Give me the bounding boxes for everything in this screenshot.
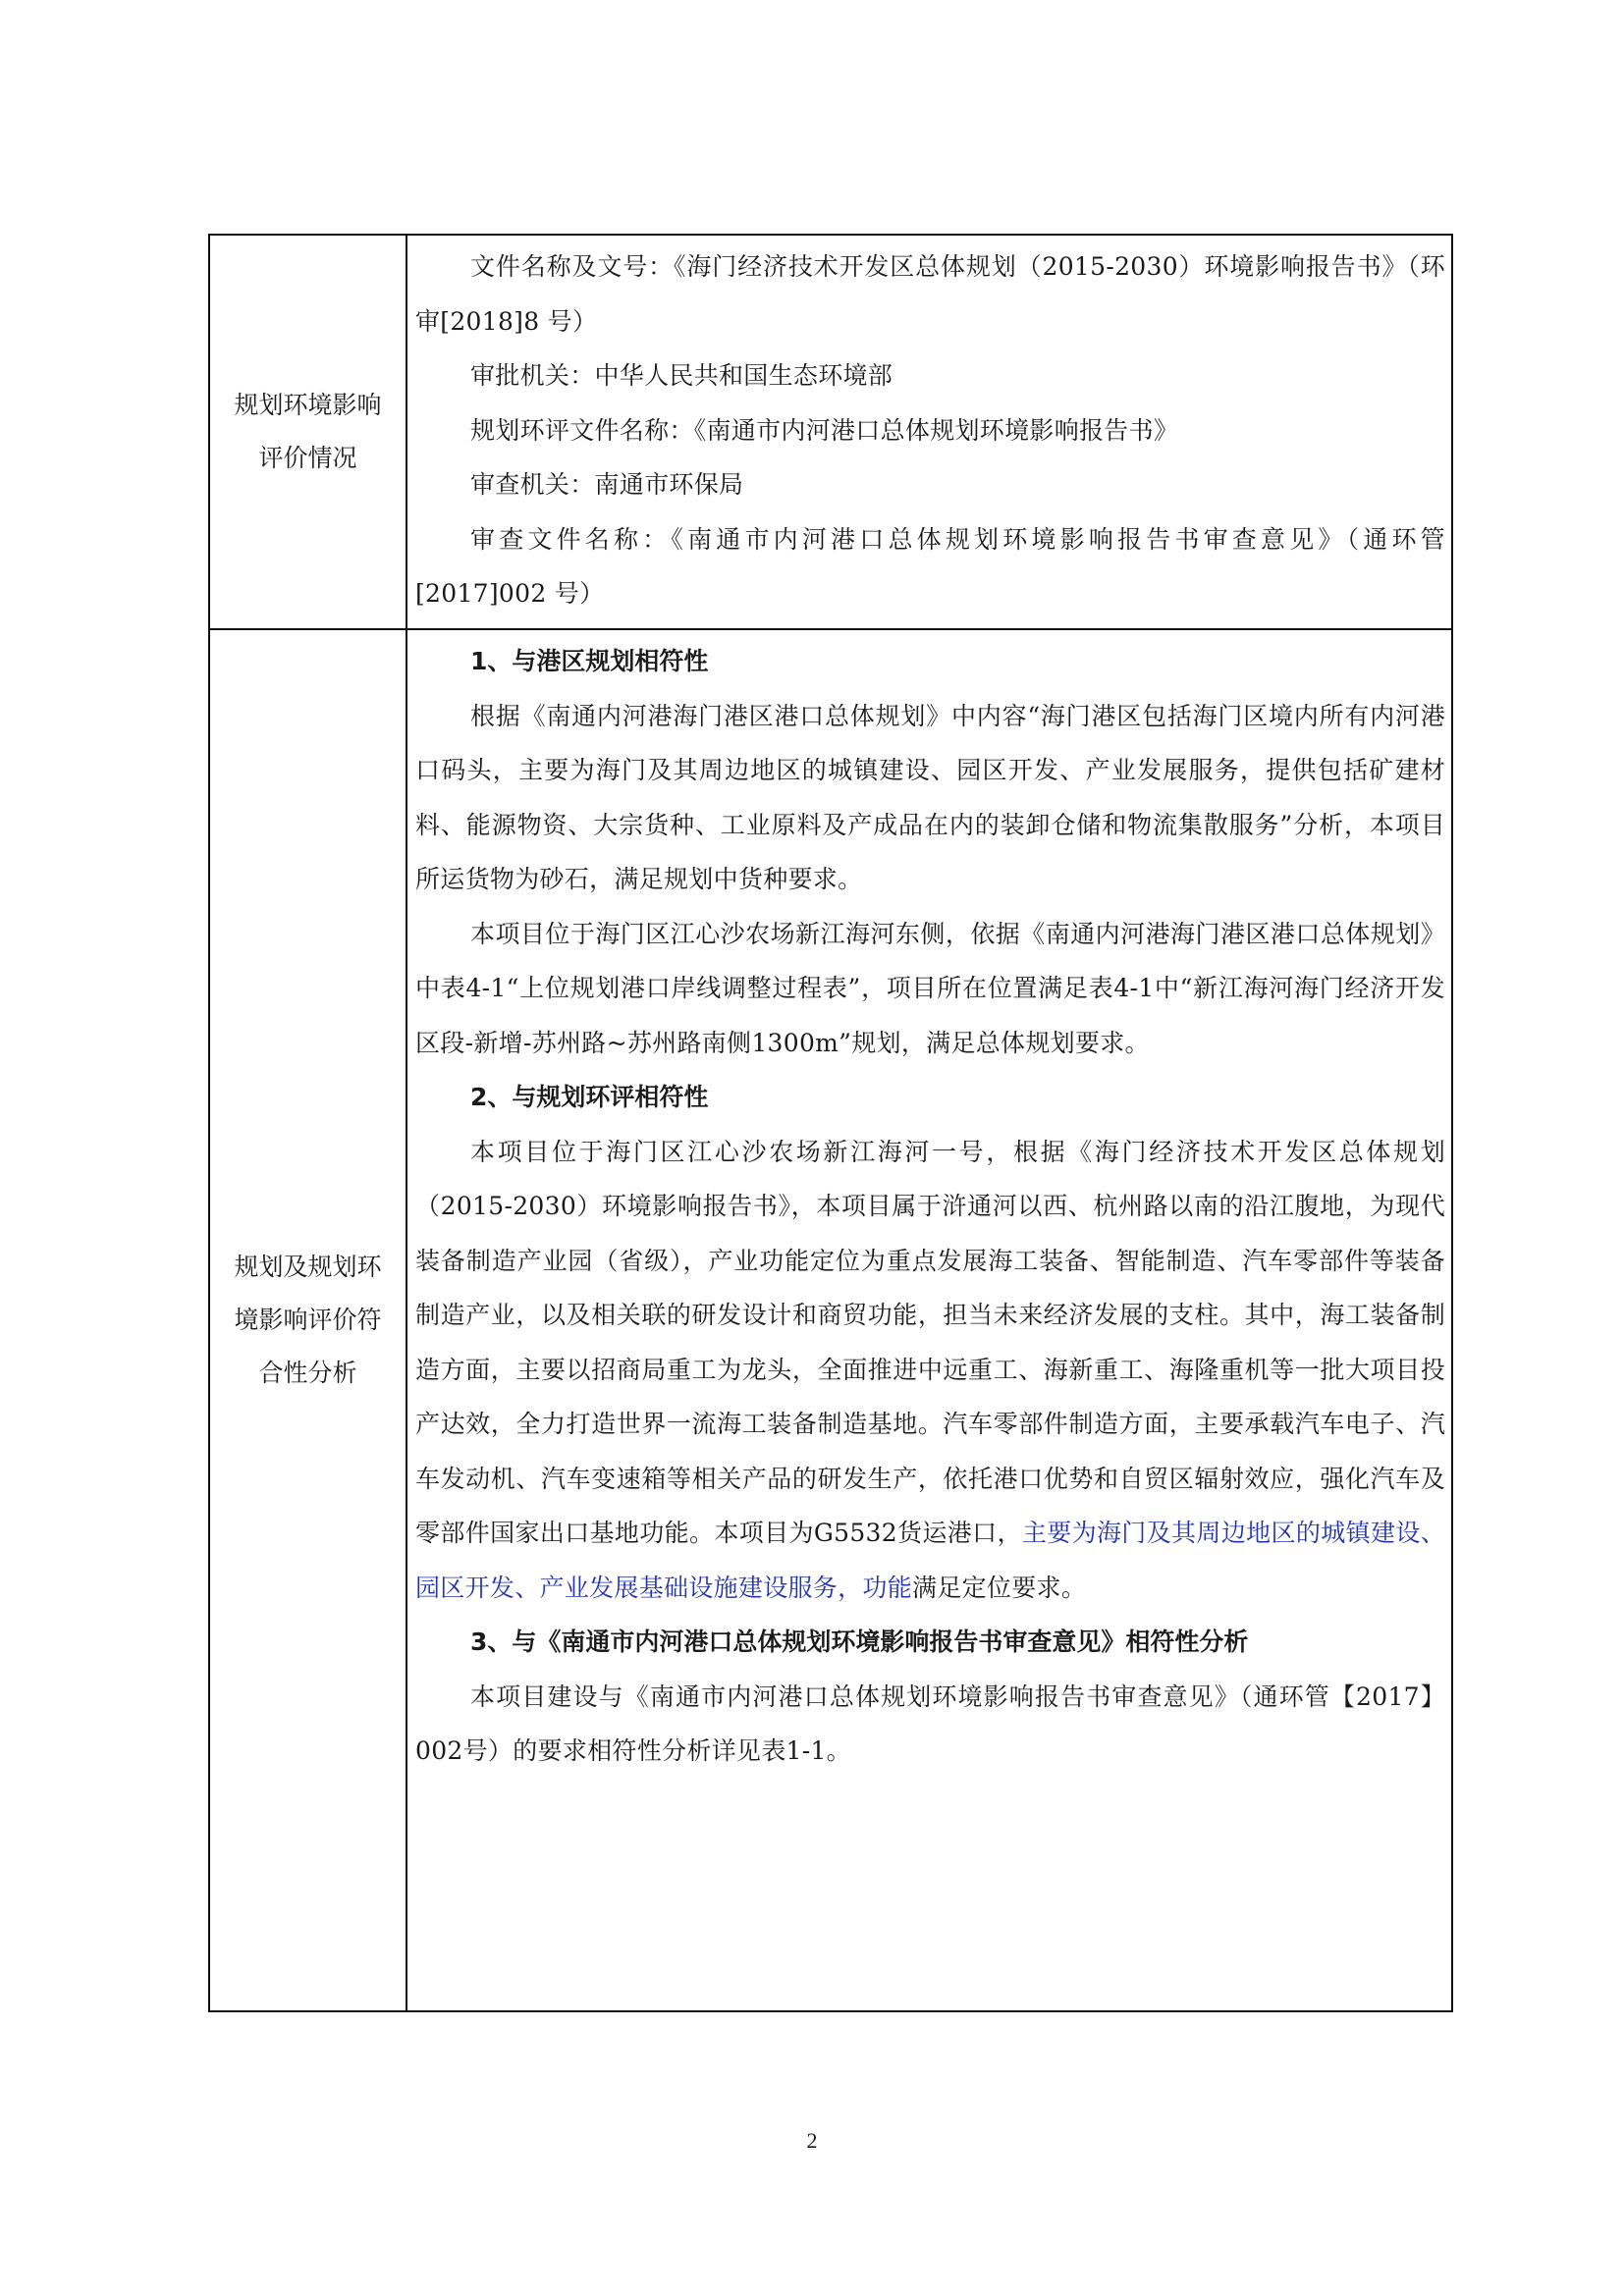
review-document-paragraph: 审查文件名称：《南通市内河港口总体规划环境影响报告书审查意见》（通环管[2017]002 号） <box>415 524 1445 608</box>
row-label-line: 境影响评价符 <box>234 1306 382 1334</box>
section-heading: 3、与《南通市内河港口总体规划环境影响报告书审查意见》相符性分析 <box>470 1628 1249 1656</box>
row-label-cell <box>210 236 407 628</box>
paragraph-text: 本项目位于海门区江心沙农场新江海河一号，根据《海门经济技术开发区总体规划（2015-2030）环境影响报告书》，本项目属于浒通河以西、杭州路以南的沿江腹地，为现代装备制造产业园（省级），产业功能定位为重点发展海工装备、智能制造、汽车零部件等装备制造产业，以及相关联的研发设计和商贸功能，担当未来经济发展的支柱。其中，海工装备制造方面，主要以招商局重工为龙头，全面推进中远重工、海新重工、海隆重机等一批大项目投产达效，全力打造世界一流海工装备制造基地。汽车零部件制造方面，主要承载汽车电子、汽车发动机、汽车变速箱等相关产品的研发生产，依托港口优势和自贸区辐射效应，强化汽车及零部件国家出口基地功能。本项目为G5532货运港口， <box>415 1137 1445 1547</box>
row-label-line: 规划环境影响 <box>234 391 382 419</box>
planning-eia-name-paragraph: 规划环评文件名称：《南通市内河港口总体规划环境影响报告书》 <box>470 415 1179 445</box>
approval-authority-paragraph: 审批机关：中华人民共和国生态环境部 <box>470 361 893 390</box>
port-location-paragraph: 本项目位于海门区江心沙农场新江海河东侧，依据《南通内河港海门港区港口总体规划》中表4-1“上位规划港口岸线调整过程表”，项目所在位置满足表4-1中“新江海河海门经济开发区段-新增-苏州路~苏州路南侧1300m”规划，满足总体规划要求。 <box>415 919 1445 1057</box>
row-content-cell <box>407 630 1451 2010</box>
row-label <box>220 379 397 485</box>
row-label-line: 评价情况 <box>258 444 357 472</box>
page-number: 2 <box>806 2128 818 2153</box>
table-row-planning-eia-status <box>210 236 1451 630</box>
assessment-table <box>208 234 1453 2012</box>
section-heading: 2、与规划环评相符性 <box>470 1083 709 1111</box>
highlighted-text: 主要为海门及其周边地区的城镇建设、园区开发、产业发展基础设施建设服务，功能 <box>415 1519 1445 1602</box>
table-row-conformity-analysis <box>210 630 1451 2010</box>
section-heading: 1、与港区规划相符性 <box>470 647 709 675</box>
row-label-line: 合性分析 <box>258 1359 357 1387</box>
eia-conformity-paragraph <box>415 1125 1445 1616</box>
row-label-cell <box>210 630 407 2010</box>
port-plan-paragraph: 根据《南通内河港海门港区港口总体规划》中内容“海门港区包括海门区境内所有内河港口码头，主要为海门及其周边地区的城镇建设、园区开发、产业发展服务，提供包括矿建材料、能源物资、大宗货种、工业原料及产成品在内的装卸仓储和物流集散服务”分析，本项目所运货物为砂石，满足规划中货种要求。 <box>415 701 1445 893</box>
review-authority-paragraph: 审查机关：南通市环保局 <box>470 470 744 499</box>
review-opinion-paragraph: 本项目建设与《南通市内河港口总体规划环境影响报告书审查意见》（通环管【2017】002号）的要求相符性分析详见表1-1。 <box>415 1682 1445 1765</box>
row-content-cell <box>407 236 1451 628</box>
row-label <box>220 1241 397 1400</box>
row-label-line: 规划及规划环 <box>234 1253 382 1281</box>
document-name-paragraph: 文件名称及文号：《海门经济技术开发区总体规划（2015-2030）环境影响报告书》（环审[2018]8 号） <box>415 252 1445 336</box>
paragraph-text: 满足定位要求。 <box>912 1573 1087 1602</box>
